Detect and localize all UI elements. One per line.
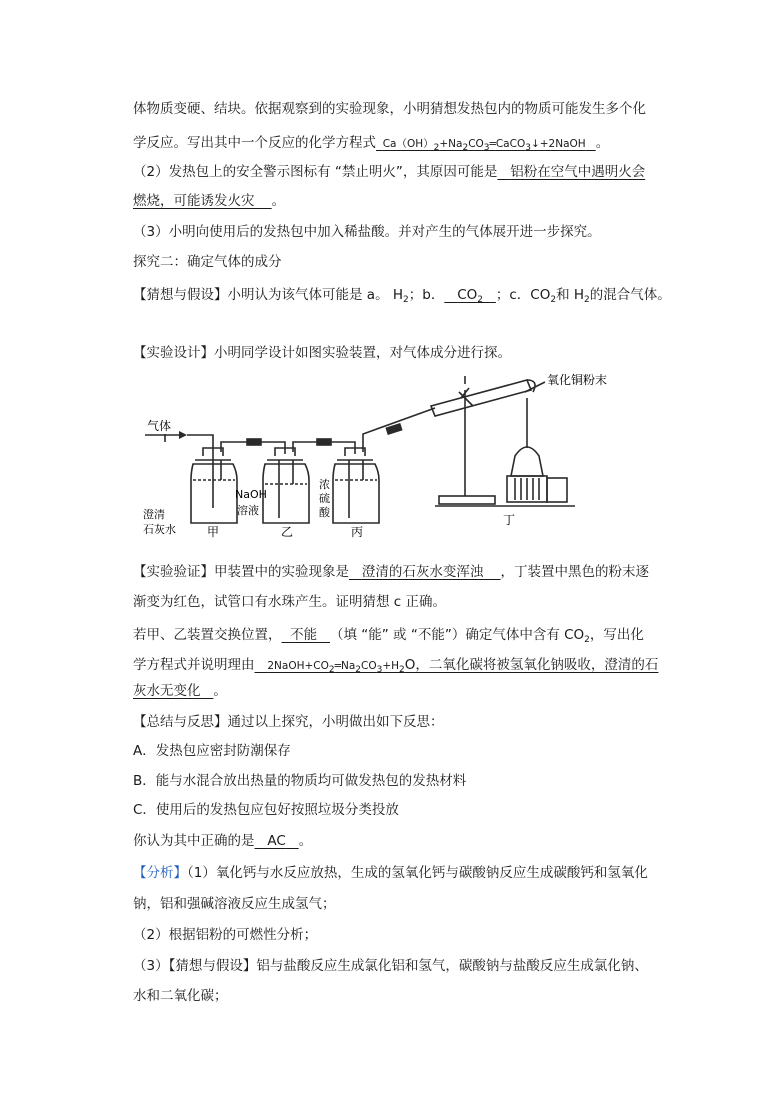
answer-ac: AC — [267, 833, 286, 849]
correct-answer-line: 你认为其中正确的是 AC 。 — [133, 833, 313, 849]
reflection-heading: 【总结与反思】通过以上探究，小明做出如下反思： — [133, 714, 444, 730]
answer-fire-hazard: 铝粉在空气中遇明火会 — [510, 164, 646, 180]
cuo-label: 氧化铜粉末 — [547, 373, 608, 387]
design-line: 【实验设计】小明同学设计如图实验装置，对气体成分进行探。 — [133, 345, 511, 361]
bing-liquid-label-2: 硫 — [319, 492, 330, 505]
option-c: C．使用后的发热包应包好按照垃圾分类投放 — [133, 802, 399, 818]
bing-liquid-label: 浓 — [319, 478, 330, 491]
analysis-line-2: 钠，铝和强碱溶液反应生成氢气； — [133, 896, 336, 912]
analysis-line-5: 水和二氧化碳； — [133, 988, 228, 1004]
ding-label: 丁 — [503, 513, 516, 527]
yi-liquid-label-2: 溶液 — [237, 504, 259, 517]
paragraph-line-3: （2）发热包上的安全警示图标有 “禁止明火”，其原因可能是 铝粉在空气中遇明火会 — [133, 164, 646, 180]
verification-line-2: 渐变为红色，试管口有水珠产生。证明猜想 c 正确。 — [133, 594, 447, 610]
gas-label: 气体 — [147, 419, 172, 433]
option-b: B．能与水混合放出热量的物质均可做发热包的发热材料 — [133, 773, 467, 789]
text-prefix: 学反应。写出其中一个反应的化学方程式 — [133, 135, 376, 151]
analysis-line-4: （3）【猜想与假设】铝与盐酸反应生成氯化铝和氢气，碳酸钠与盐酸反应生成氯化钠、 — [133, 958, 648, 974]
answer-co2: $CO_2$ — [457, 287, 483, 305]
answer-cannot: 不能 — [290, 627, 318, 643]
option-a: A．发热包应密封防潮保存 — [133, 743, 291, 759]
verification-line: 【实验验证】甲装置中的实验现象是 澄清的石灰水变浑浊 ，丁装置中黑色的粉末逐 — [133, 564, 650, 580]
paragraph-line-5: （3）小明向使用后的发热包中加入稀盐酸。并对产生的气体展开进一步探究。 — [133, 224, 601, 240]
jia-liquid-label: 澄清 — [143, 508, 165, 521]
yi-liquid-label: NaOH — [235, 488, 267, 501]
paragraph-line-4: 燃烧，可能诱发火灾 。 — [133, 193, 286, 209]
answer-naoh-cont: 灰水无变化 — [133, 683, 201, 699]
answer-fire-hazard-cont: 燃烧，可能诱发火灾 — [133, 193, 255, 209]
equation-line-2: 灰水无变化 。 — [133, 683, 227, 699]
yi-label: 乙 — [281, 525, 294, 538]
hypothesis-line: 【猜想与假设】小明认为该气体可能是 a。 $H_2$；b． $CO_2$ ；c．$CO_2$和 $H_2$的混合气体。 — [133, 287, 671, 305]
section-heading: 探究二：确定气体的成分 — [133, 254, 282, 270]
analysis-line-1: 【分析】（1）氧化钙与水反应放热，生成的氢氧化钙与碳酸钠反应生成碳酸钙和氢氧化 — [133, 865, 648, 881]
apparatus-figure — [135, 368, 615, 538]
paragraph-line-2: 学反应。写出其中一个反应的化学方程式 Ca（OH）2+Na2CO3═CaCO3↓+2NaOH 。 — [133, 135, 610, 153]
equation-line: 学方程式并说明理由 2NaOH+CO2═Na2CO3+H2O，二氧化碳将被氢氧化钠吸收，澄清的石 — [133, 657, 659, 675]
answer-limewater: 澄清的石灰水变浑浊 — [361, 564, 484, 580]
paragraph-line-1: 体物质变硬、结块。依据观察到的实验现象，小明猜想发热包内的物质可能发生多个化 — [133, 101, 646, 117]
answer-equation: Ca（OH）2+Na2CO3═CaCO3↓+2NaOH — [382, 138, 586, 153]
answer-naoh-equation: 2NaOH+CO2═Na2CO3+H2O，二氧化碳将被氢氧化钠吸收，澄清的石 — [267, 657, 659, 675]
jia-label: 甲 — [207, 525, 220, 538]
swap-question-line: 若甲、乙装置交换位置， 不能 （填 “能” 或 “不能”）确定气体中含有 $CO_2$，写出化 — [133, 627, 644, 645]
jia-liquid-label-2: 石灰水 — [143, 523, 176, 536]
bing-liquid-label-3: 酸 — [319, 506, 330, 519]
bing-label: 丙 — [351, 525, 364, 538]
analysis-label: 【分析】 — [133, 865, 187, 881]
analysis-line-3: （2）根据铝粉的可燃性分析； — [133, 927, 318, 943]
